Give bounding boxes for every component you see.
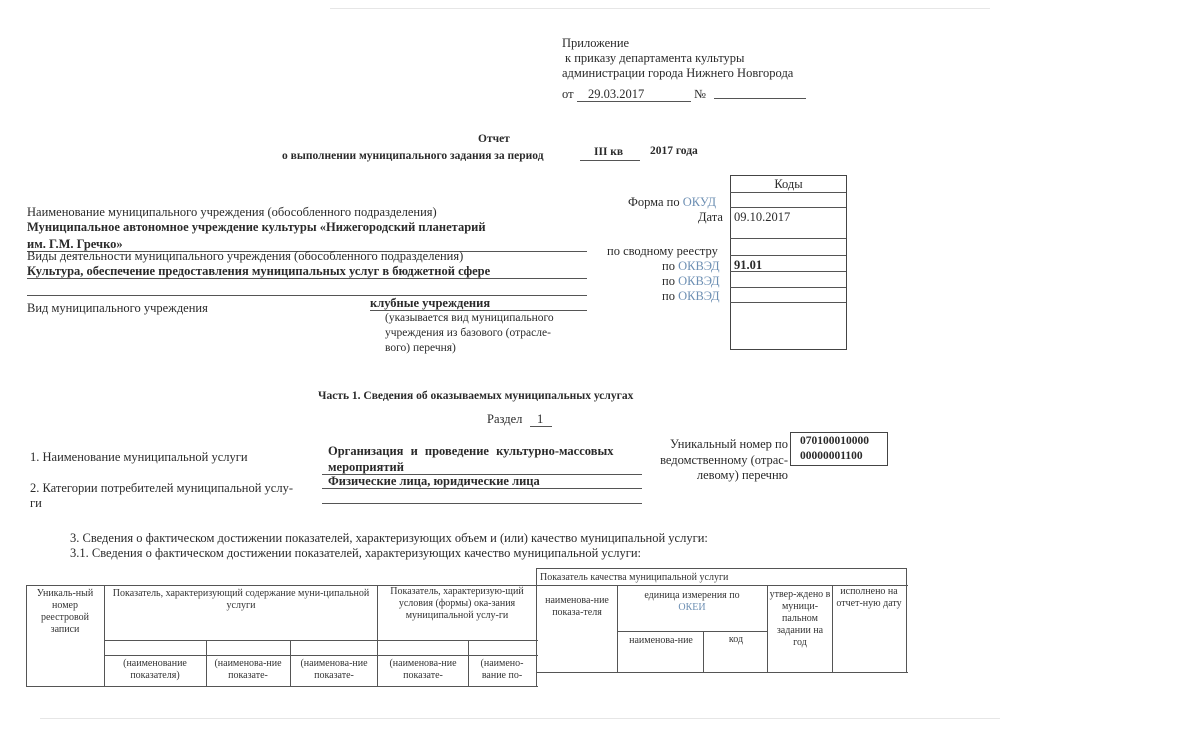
- institution-name-line2: им. Г.М. Гречко»: [27, 237, 123, 251]
- unique-label-line3: левому) перечню: [696, 468, 788, 482]
- registry-label: по сводному реестру: [607, 244, 718, 258]
- consumers-underline: [322, 488, 642, 489]
- table-line: [104, 640, 538, 641]
- type-note-line3: вого) перечня): [385, 342, 456, 354]
- codes-row-line: [730, 207, 846, 208]
- th-content-indicator: Показатель, характеризующий содержание муни-ципальной услуги: [112, 588, 370, 611]
- table-line: [536, 568, 906, 569]
- table-vline: [832, 585, 833, 672]
- table-vline: [26, 585, 27, 686]
- appendix-number-label: №: [694, 87, 706, 101]
- report-period-underline: [580, 160, 640, 161]
- okei-code: ОКЕИ: [678, 602, 706, 613]
- okud-code: ОКУД: [682, 195, 716, 209]
- table-vline: [206, 640, 207, 686]
- appendix-date-underline: [577, 101, 691, 102]
- appendix-date: 29.03.2017: [588, 87, 645, 101]
- th-done: исполнено на отчет-ную дату: [836, 586, 902, 609]
- type-note-line1: (указывается вид муниципального: [385, 312, 554, 324]
- activity-underline-2: [27, 295, 587, 296]
- table-vline: [290, 640, 291, 686]
- appendix-line3: администрации города Нижнего Новгорода: [562, 66, 794, 80]
- table-line: [26, 686, 538, 687]
- codes-row-line: [730, 238, 846, 239]
- th-quality-indicator: Показатель качества муниципальной услуги: [540, 572, 729, 583]
- part1-title: Часть 1. Сведения об оказываемых муниципальных услугах: [318, 390, 634, 402]
- activity-underline: [27, 278, 587, 279]
- scan-edge-top: [330, 8, 990, 9]
- service-name-line1: Организация и проведение культурно-массовых: [328, 444, 614, 458]
- codes-row-line: [730, 192, 846, 193]
- table-vline: [104, 585, 105, 686]
- table-vline: [703, 631, 704, 672]
- institution-type-value: клубные учреждения: [370, 296, 491, 310]
- table-line: [104, 655, 538, 656]
- section-label: Раздел: [487, 412, 523, 426]
- report-year: 2017 года: [650, 145, 698, 157]
- appendix-date-prefix: от: [562, 87, 574, 101]
- unique-value-line2: 00000001100: [800, 450, 863, 462]
- consumers-value: Физические лица, юридические лица: [328, 474, 540, 488]
- okud-label: Форма по ОКУД: [628, 195, 716, 209]
- institution-name-label: Наименование муниципального учреждения (обособленного подразделения): [27, 205, 437, 219]
- section3-line2: 3.1. Сведения о фактическом достижении показателей, характеризующих качество муниципальной услуги:: [70, 546, 642, 560]
- table-vline: [617, 585, 618, 672]
- appendix-number-underline: [714, 98, 806, 99]
- okved3-label: по ОКВЭД: [662, 289, 720, 303]
- type-note-line2: учреждения из базового (отрасле-: [385, 327, 551, 339]
- table-vline: [377, 585, 378, 686]
- th-unique-number: Уникаль-ный номер реестровой записи: [36, 588, 94, 635]
- consumers-underline-2: [322, 503, 642, 504]
- consumers-label-line1: 2. Категории потребителей муниципальной услу-: [30, 481, 293, 495]
- table-vline: [906, 568, 907, 672]
- section-number: 1: [537, 412, 544, 426]
- date-value: 09.10.2017: [734, 210, 791, 224]
- institution-name-line1: Муниципальное автономное учреждение культуры «Нижегородский планетарий: [27, 220, 486, 234]
- th-unit-name: наименова-ние: [629, 635, 693, 646]
- th-sub-indicator-3: (наименова-ние показате-: [300, 658, 368, 681]
- th-sub-indicator-5: (наимено-вание по-: [480, 658, 524, 681]
- table-vline: [536, 568, 537, 686]
- th-unit-code: код: [728, 634, 744, 645]
- okved1-value: 91.01: [734, 258, 763, 272]
- okved1-label: по ОКВЭД: [662, 259, 720, 273]
- unique-value-line1: 070100010000: [800, 435, 869, 447]
- table-line: [536, 672, 908, 673]
- report-subtitle: о выполнении муниципального задания за период: [282, 150, 544, 162]
- codes-header: Коды: [774, 177, 803, 191]
- th-approved: утвер-ждено в муници-пальном задании на год: [769, 589, 831, 648]
- activity-value: Культура, обеспечение предоставления муниципальных услуг в бюджетной сфере: [27, 264, 491, 278]
- th-sub-indicator-1: (наименование показателя): [123, 658, 187, 681]
- report-period: III кв: [594, 146, 624, 158]
- service-name-label: 1. Наименование муниципальной услуги: [30, 450, 248, 464]
- service-name-line2: мероприятий: [328, 460, 404, 474]
- unique-label-line2: ведомственному (отрас-: [660, 453, 788, 467]
- th-sub-indicator-4: (наименова-ние показате-: [389, 658, 457, 681]
- okved-code: ОКВЭД: [678, 289, 720, 303]
- codes-row-line: [730, 255, 846, 256]
- activity-label: Виды деятельности муниципального учреждения (обособленного подразделения): [27, 249, 464, 263]
- th-sub-indicator-2: (наименова-ние показате-: [214, 658, 282, 681]
- section-number-underline: [530, 426, 552, 427]
- codes-row-line: [730, 287, 846, 288]
- th-conditions-indicator: Показатель, характеризую-щий условия (формы) ока-зания муниципальной услу-ги: [390, 586, 524, 621]
- appendix-line1: Приложение: [562, 36, 630, 50]
- section3-line1: 3. Сведения о фактическом достижении показателей, характеризующих объем и (или) качество муниципальной услуги:: [70, 531, 708, 545]
- okved-code: ОКВЭД: [678, 259, 720, 273]
- appendix-line2: к приказу департамента культуры: [565, 51, 745, 65]
- codes-row-line: [730, 302, 846, 303]
- table-vline: [767, 585, 768, 672]
- scan-edge-bottom: [40, 718, 1000, 719]
- okved-code: ОКВЭД: [678, 274, 720, 288]
- okved2-label: по ОКВЭД: [662, 274, 720, 288]
- table-line: [617, 631, 767, 632]
- table-vline: [468, 640, 469, 686]
- date-label: Дата: [698, 210, 723, 224]
- institution-type-underline: [370, 310, 587, 311]
- th-unit: единица измерения по ОКЕИ: [644, 590, 740, 613]
- institution-type-label: Вид муниципального учреждения: [27, 301, 208, 315]
- unique-label-line1: Уникальный номер по: [670, 437, 788, 451]
- consumers-label-line2: ги: [30, 496, 42, 510]
- report-title: Отчет: [478, 133, 510, 145]
- th-quality-name: наименова-ние показа-теля: [545, 595, 609, 618]
